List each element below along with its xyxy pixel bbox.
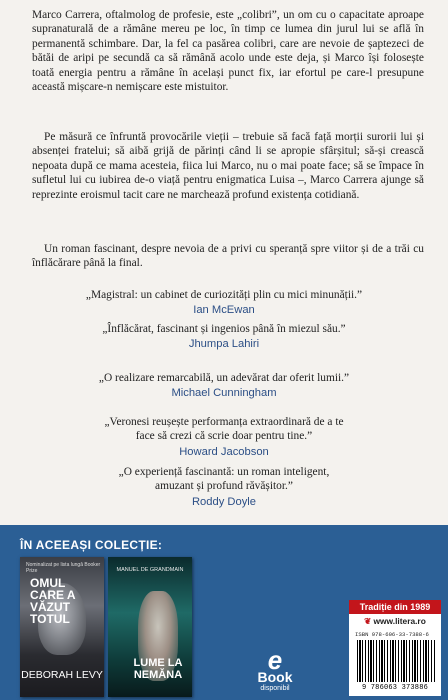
- isbn-text: ISBN 978-606-33-7388-6: [355, 631, 429, 638]
- quote-author: Jhumpa Lahiri: [188, 338, 260, 351]
- publisher-url-text: www.litera.ro: [373, 616, 426, 626]
- ebook-badge: [250, 645, 300, 693]
- quote-text: „O experiență fascinantă: un roman inteligent, amuzant și profund răvășitor.”: [118, 466, 330, 493]
- blurb-paragraph-1: Marco Carrera, oftalmolog de profesie, este „colibri”, un om cu o capacitate aproape supranaturală de a rămâne mereu pe loc, în timp ce lumea din jurul lui se află în permanentă schimbare. Dar, la fel ca pasărea colibri, care are nevoie de șaptezeci de bătăi de aripi pe secundă ca să rămână acolo unde este deja, și Marco își folosește toată energia pentru a rămâne în același punct fix, iar efortul pe care-l presupune această mișcare-n nemișcare este mistuitor.: [32, 9, 424, 94]
- tradition-banner: Tradiție din 1989: [349, 600, 441, 614]
- quote-text: „Înflăcărat, fascinant și ingenios până în miezul său.”: [102, 323, 346, 335]
- publisher-url: [349, 615, 441, 628]
- quote-author: Michael Cunningham: [171, 387, 277, 400]
- blurb-paragraph-3: Un roman fascinant, despre nevoia de a privi cu speranță spre viitor și de a trăi cu înflăcărare până la final.: [32, 243, 424, 270]
- book-cover-omul-care-a-vazut-totul[interactable]: [20, 557, 104, 697]
- book-title: OMUL CARE A VĂZUT TOTUL: [30, 576, 76, 626]
- book-author: MANUEL DE GRANDMAIN: [116, 567, 184, 573]
- book-tagline: Nominalizat pe lista lungă Booker Prize: [26, 562, 101, 574]
- quote-block: [110, 465, 338, 509]
- quote-author: Ian McEwan: [193, 304, 255, 317]
- blurb-paragraph-2: Pe măsură ce înfruntă provocările vieții – trebuie să facă față morții surorii lui și absenței fratelui; să aibă grijă de părinți când li se apropie sfârșitul; să-și crească nepoata după ce mama acesteia, fiica lui Marco, nu o mai poate face; să se împace în sufletul lui cu iubirea de-o viață pentru enigmatica Luisa –, Marco Carrera ajunge să reprezinte eroismul tacit care ne marchează profund existența cotidiană.: [32, 131, 424, 201]
- book-cover-lume-la-nemana[interactable]: [108, 557, 192, 697]
- quote-text: „O realizare remarcabilă, un adevărat dar oferit lumii.”: [98, 372, 350, 384]
- quote-block: [0, 288, 448, 318]
- barcode-icon: [357, 640, 435, 682]
- quote-block: [0, 322, 448, 352]
- quote-block: [0, 371, 448, 401]
- book-title: LUME LA NEMĂNA: [133, 657, 183, 681]
- quote-text: „Magistral: un cabinet de curiozități plin cu mici minunății.”: [85, 289, 363, 301]
- quote-block: [100, 415, 348, 459]
- ebook-available: disponibil: [260, 685, 290, 692]
- book-author: DEBORAH LEVY: [21, 669, 103, 681]
- publisher-badge: [349, 600, 441, 696]
- ebook-label: Book: [257, 669, 293, 685]
- quote-text: „Veronesi reușește performanța extraordinară de a te face să crezi că scrie doar pentru tine.”: [104, 416, 344, 443]
- collection-panel: [0, 525, 448, 700]
- collection-title: ÎN ACEEAȘI COLECȚIE:: [20, 538, 163, 552]
- litera-logo-icon: ❦: [364, 616, 372, 626]
- quote-author: Howard Jacobson: [179, 445, 269, 458]
- ebook-e-icon: e: [267, 645, 283, 675]
- quote-author: Roddy Doyle: [191, 495, 257, 508]
- barcode-number: 9 786063 373886: [361, 684, 428, 692]
